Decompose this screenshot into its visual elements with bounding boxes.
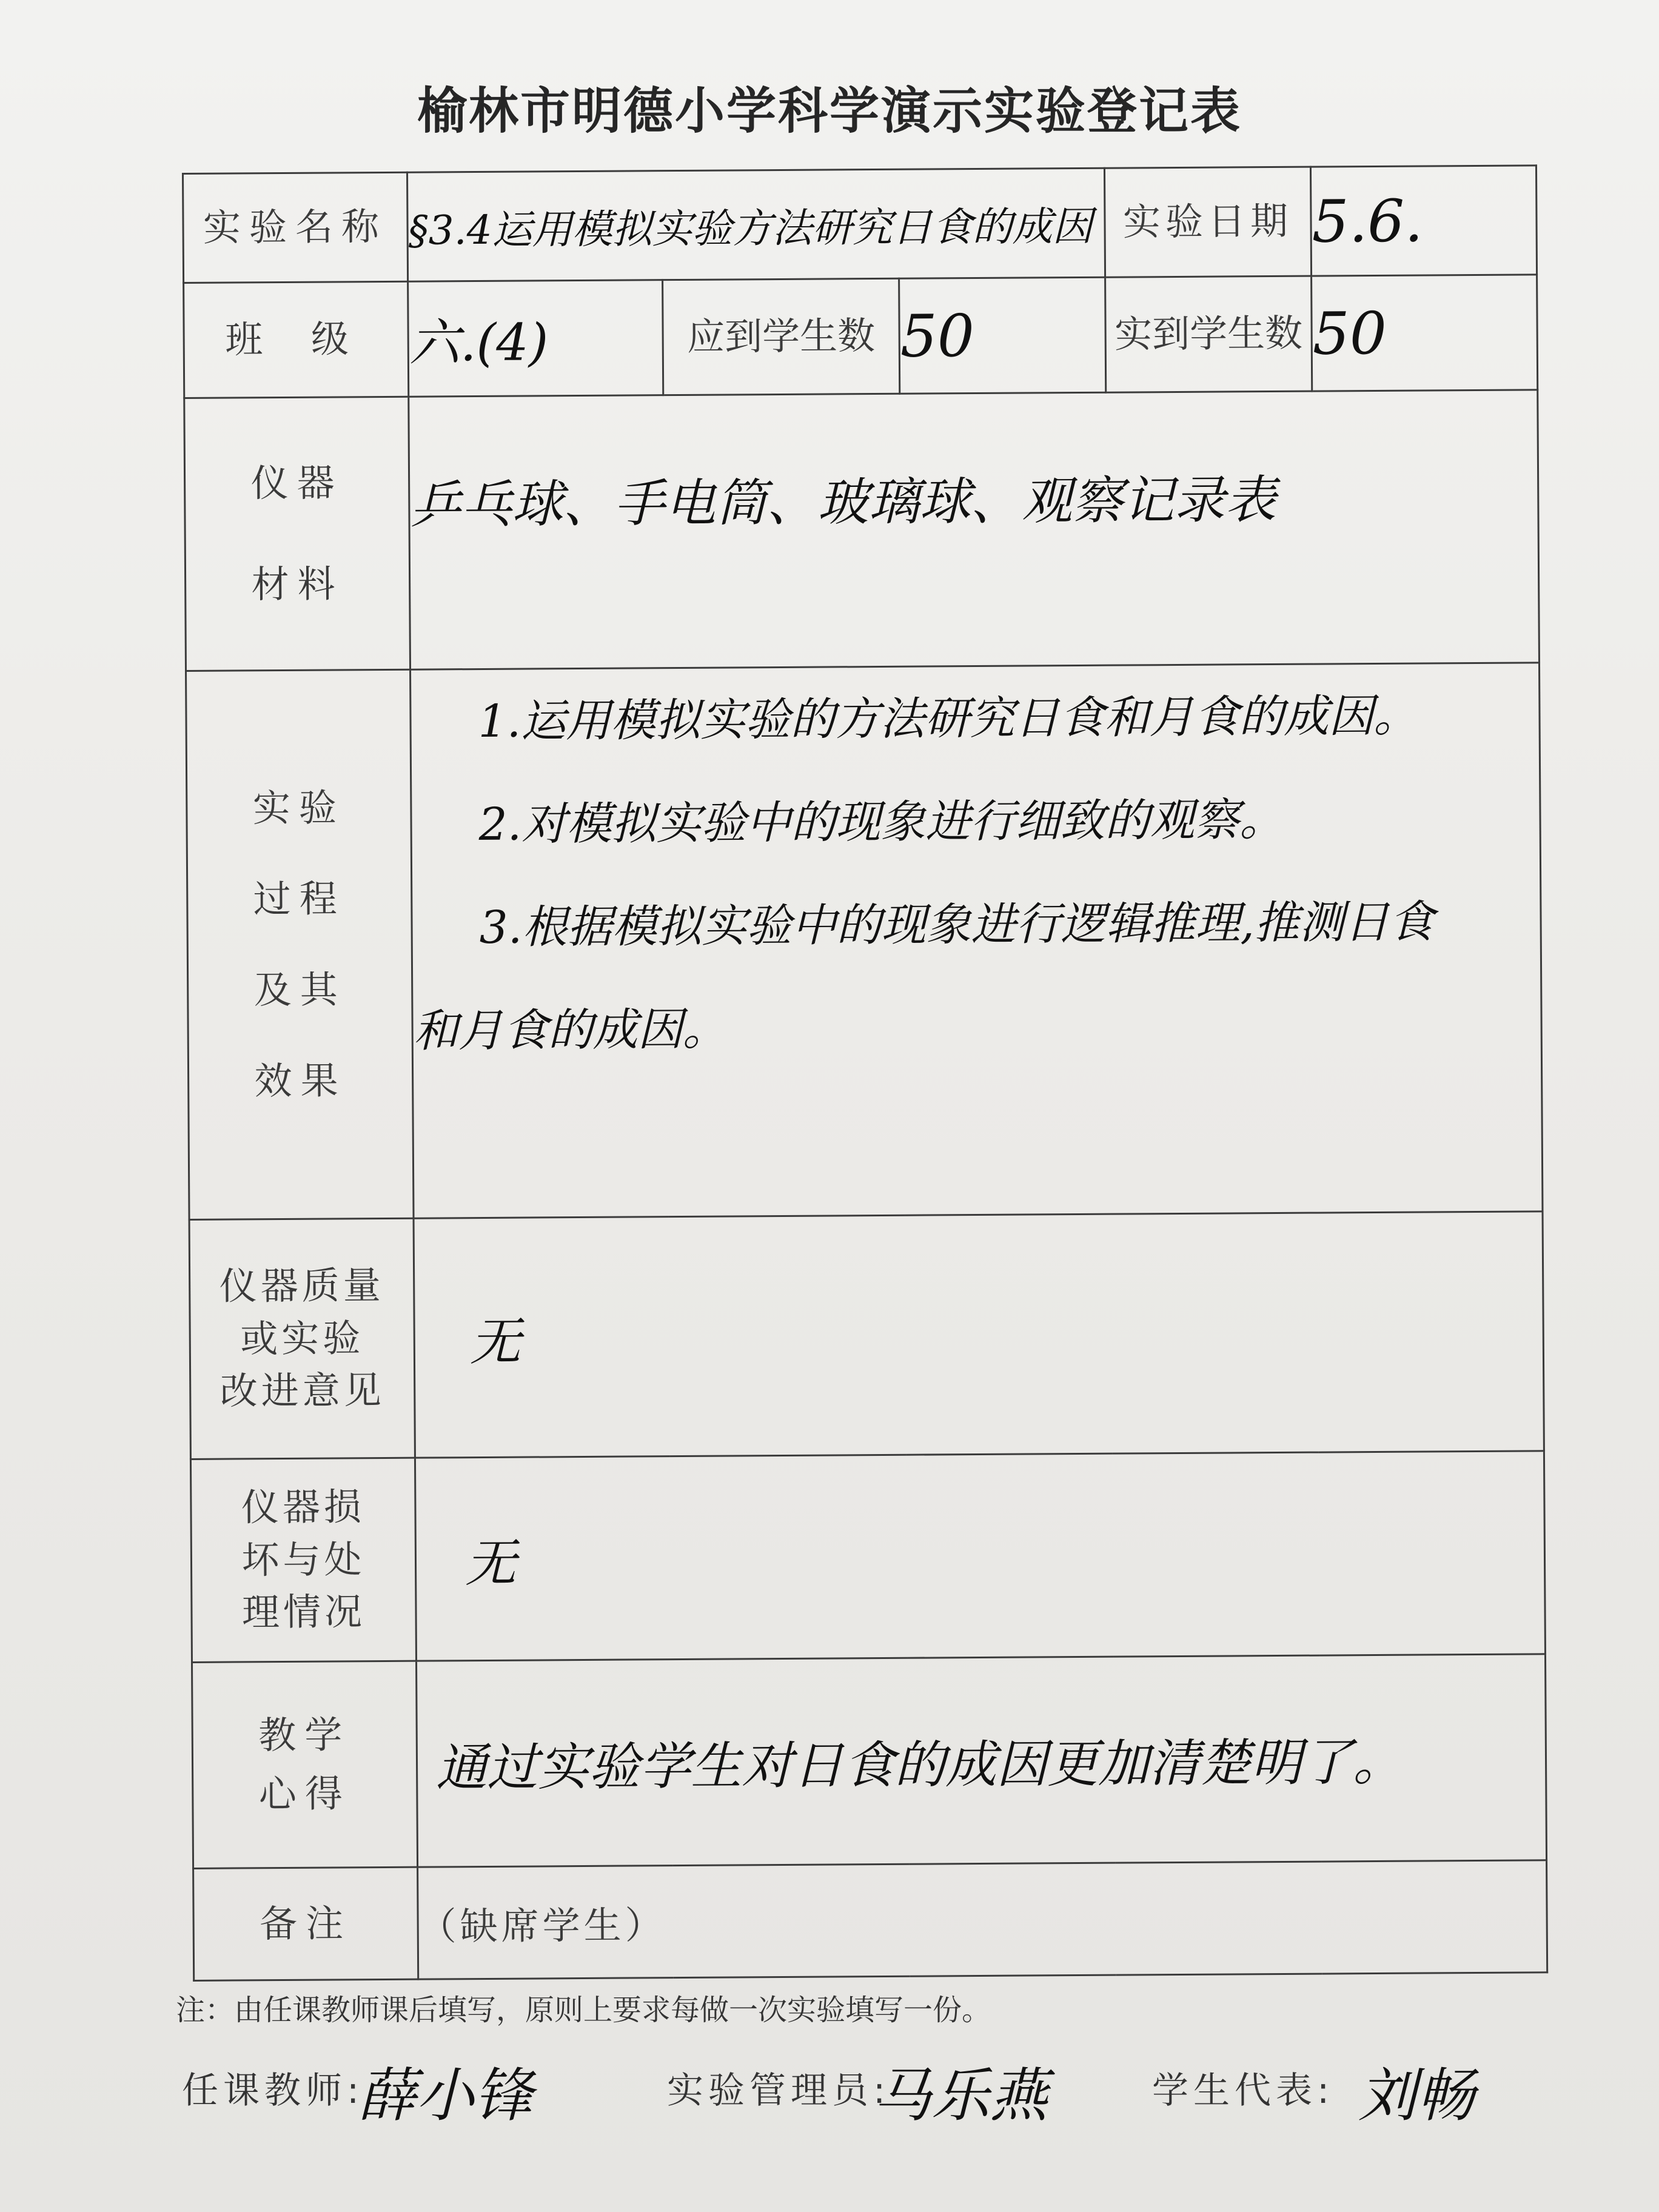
label-quality-line1: 仪器质量 [219,1262,384,1309]
label-equipment-line2: 材料 [251,561,344,606]
row-reflection [192,1654,1547,1869]
registration-table [182,164,1548,1982]
label-process-line4: 效果 [254,1058,347,1104]
label-reflection-line2: 心得 [258,1771,352,1816]
value-equipment: 乒乓球、手电筒、玻璃球、观察记录表 [409,390,1540,669]
label-damage-line3: 理情况 [241,1589,366,1635]
admin-signature: 马乐燕 [873,2062,1048,2130]
value-actual-students: 50 [1312,275,1538,391]
teacher-label: 任课教师: [182,2070,364,2112]
row-damage [190,1451,1545,1663]
label-quality [189,1218,415,1459]
value-reflection: 通过实验学生对日食的成因更加清楚明了。 [416,1654,1546,1867]
label-equipment-line1: 仪器 [250,460,343,506]
row-quality [189,1212,1544,1460]
label-equipment [184,397,411,671]
label-quality-line2: 或实验 [240,1315,364,1361]
value-expected-students: 50 [899,277,1106,394]
row-class [184,275,1538,398]
row-process [186,663,1543,1220]
label-process-line1: 实验 [252,785,346,831]
label-process-line3: 及其 [253,967,346,1013]
label-expected-students: 应到学生数 [663,278,900,395]
value-quality: 无 [414,1212,1544,1458]
label-damage-line1: 仪器损 [241,1484,366,1530]
row-equipment [184,390,1540,671]
value-remarks: （缺席学生） [418,1860,1547,1979]
form-title: 榆林市明德小学科学演示实验登记表 [417,82,1242,140]
label-reflection-line1: 教学 [258,1712,351,1758]
label-process [186,669,414,1219]
label-process-line2: 过程 [253,876,346,922]
signature-row [182,2049,1577,2128]
row-experiment-name [183,166,1537,283]
value-experiment-name: §3.4运用模拟实验方法研究日食的成因 [407,168,1105,281]
label-experiment-name: 实验名称 [183,172,408,283]
label-reflection [192,1661,418,1868]
label-class: 班 级 [184,281,409,398]
row-remarks [193,1860,1547,1981]
process-step-2: 2.对模拟实验中的现象进行细致的观察。 [478,793,1285,851]
value-process [411,663,1543,1218]
process-step-3-cont: 和月食的成因。 [413,1003,728,1057]
value-damage: 无 [415,1451,1545,1661]
admin-label: 实验管理员: [667,2070,891,2112]
process-step-3: 3.根据模拟实验中的现象进行逻辑推理,推测日食 [479,896,1434,954]
label-experiment-date: 实验日期 [1104,167,1311,277]
process-step-1: 1.运用模拟实验的方法研究日食和月食的成因。 [478,689,1419,748]
label-actual-students: 实到学生数 [1105,276,1312,392]
student-rep-signature: 刘畅 [1358,2062,1475,2130]
footer-note: 注：由任课教师课后填写，原则上要求每做一次实验填写一份。 [176,1993,991,2027]
student-rep-label: 学生代表: [1152,2070,1335,2112]
label-remarks: 备注 [193,1867,418,1980]
label-damage [190,1458,416,1662]
label-damage-line2: 坏与处 [241,1537,366,1583]
teacher-signature: 薛小锋 [358,2062,532,2130]
label-quality-line3: 改进意见 [220,1368,385,1414]
value-class: 六.(4) [408,280,663,397]
value-experiment-date: 5.6. [1310,166,1537,276]
